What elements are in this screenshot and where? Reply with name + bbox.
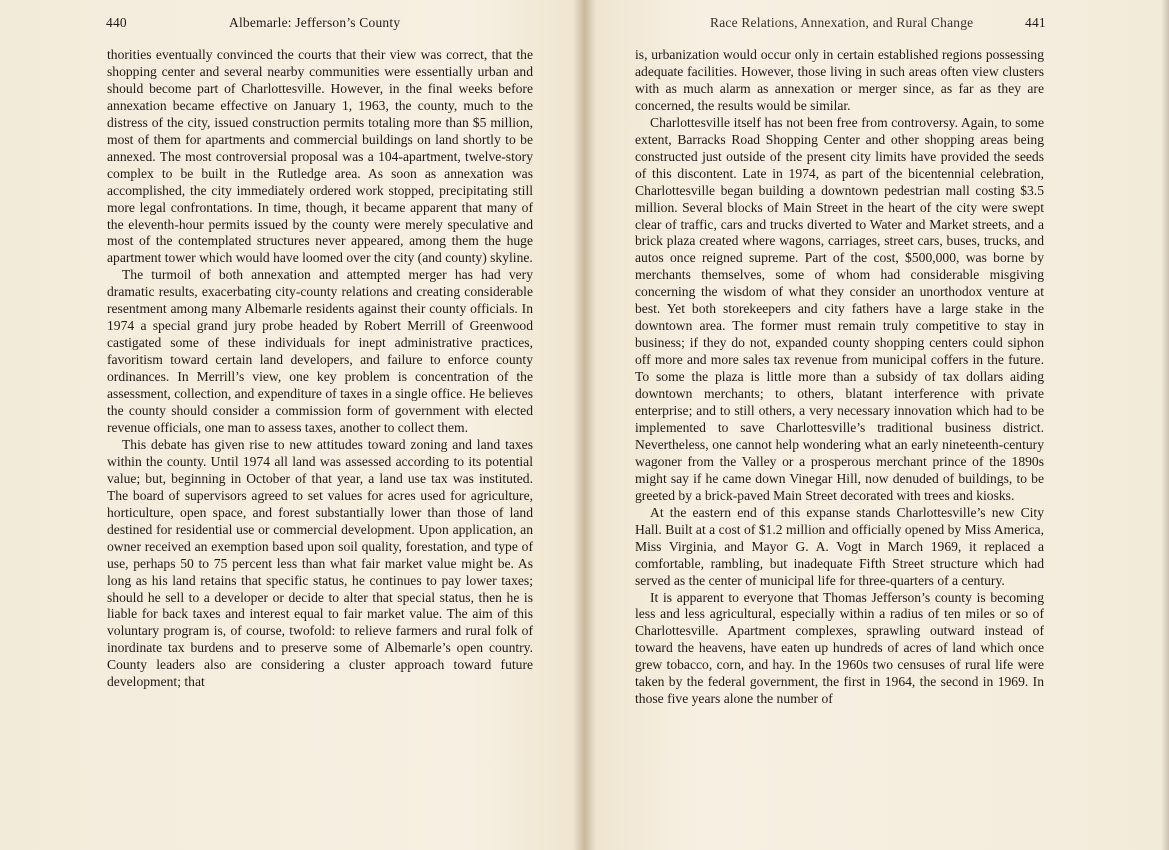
paragraph: It is apparent to everyone that Thomas Jefferson’s county is becoming less and less agricultural, especially within a radius of ten miles or so of Charlottesville. Apartment complexes, sprawling outward instead of toward the heavens, have eaten up hundreds of acres of land which once grew tobacco, corn, and hay. In the 1960s two censuses of rural life were taken by the federal government, the first in 1964, the second in 1969. In those five years alone the number of [635,589,1044,707]
running-title: Race Relations, Annexation, and Rural Change [710,15,974,30]
running-title: Albemarle: Jefferson’s County [229,15,401,30]
paragraph: The turmoil of both annexation and attempted merger has had very dramatic results, exacerbating city-county relations and creating considerable resentment among many Albemarle residents against their county officials. In 1974 a special grand jury probe headed by Robert Merrill of Greenwood castigated some of these individuals for inept administrative practices, favoritism toward certain land developers, and failure to enforce county ordinances. In Merrill’s view, one key problem is concentration of the assessment, collection, and expenditure of taxes in a single office. He believes the county should consider a commission form of government with elected revenue officials, one man to assess taxes, another to collect them. [107,267,533,435]
page-number: 440 [106,15,127,30]
body-text [107,47,533,691]
right-page [585,0,1169,850]
paragraph: At the eastern end of this expanse stands Charlottesville’s new City Hall. Built at a cost of $1.2 million and officially opened by Miss America, Miss Virginia, and Mayor G. A. Vogt in March 1969, it replaced a comfortable, rambling, but inadequate Fifth Street structure which had served as the center of municipal life for three-quarters of a century. [635,504,1044,588]
body-text [635,47,1044,708]
paragraph: This debate has given rise to new attitudes toward zoning and land taxes within the county. Until 1974 all land was assessed according to its potential value; but, beginning in October of that year, a land use tax was instituted. The board of supervisors agreed to set values for acres used for agriculture, horticulture, open space, and forest substantially lower than those of land destined for residential use or commercial development. Upon application, an owner received an exemption based upon soil quality, forestation, and type of use, perhaps 50 to 75 percent less than what fair market value might be. As long as his land retains that specific status, he continues to pay lower taxes; should he sell to a developer or decide to alter that special status, then he is liable for back taxes and interest equal to fair market value. The aim of this voluntary program is, of course, twofold: to relieve farmers and rural folk of inordinate tax burdens and to preserve some of Albemarle’s open country. County leaders also are considering a cluster approach toward future development; that [107,436,533,690]
page-edge-shadow [1161,0,1169,850]
paragraph: Charlottesville itself has not been free from controversy. Again, to some extent, Barracks Road Shopping Center and other shopping areas being constructed just outside of the present city limits have provided the seeds of this discontent. Late in 1974, as part of the bicentennial celebration, Charlottesville began building a downtown pedestrian mall costing $3.5 million. Several blocks of Main Street in the heart of the city were swept clear of traffic, cars and trucks diverted to Water and Market streets, and a brick plaza created where wagons, carriages, street cars, buses, trucks, and autos once reigned supreme. Part of the cost, $500,000, was borne by merchants themselves, some of whom had considerable misgiving concerning the wisdom of what they consider an unorthodox venture at best. Yet both storekeepers and city fathers have a large stake in the downtown area. The former must remain truly competitive to stay in business; if they do not, expanded county shopping centers could siphon off more and more sales tax revenue from municipal coffers in the future. To some the plaza is little more than a subsidy of tax dollars aiding downtown merchants; to others, blatant interference with private enterprise; and to still others, a very necessary innovation which had to be implemented to save Charlottesville’s traditional business district. Nevertheless, one cannot help wondering what an early nineteenth-century wagoner from the Valley or a prosperous merchant prince of the 1890s might say if he came down Vinegar Hill, now denuded of buildings, to be greeted by a brick-paved Main Street decorated with trees and kiosks. [635,114,1044,503]
paragraph: thorities eventually convinced the courts that their view was correct, that the shopping center and several nearby communities were essentially urban and should become part of Charlottesville. However, in the final weeks before annexation became effective on January 1, 1963, the county, much to the distress of the city, issued construction permits totaling more than $5 million, most of them for apartments and commercial buildings on land shortly to be annexed. The most controversial proposal was a 104-apartment, twelve-story complex to be built in the Rutledge area. As soon as annexation was accomplished, the city immediately ordered work stopped, precipitating still more legal confrontations. In time, though, it became apparent that many of the eleventh-hour permits issued by the county were merely speculative and most of the contemplated structures never appeared, among them the huge apartment tower which would have loomed over the city (and county) skyline. [107,47,533,266]
left-page [0,0,584,850]
page-number: 441 [1025,15,1046,30]
paragraph: is, urbanization would occur only in certain established regions possessing adequate facilities. However, those living in such areas often view clusters with as much alarm as annexation or merger since, as far as they are concerned, the results would be similar. [635,47,1044,113]
